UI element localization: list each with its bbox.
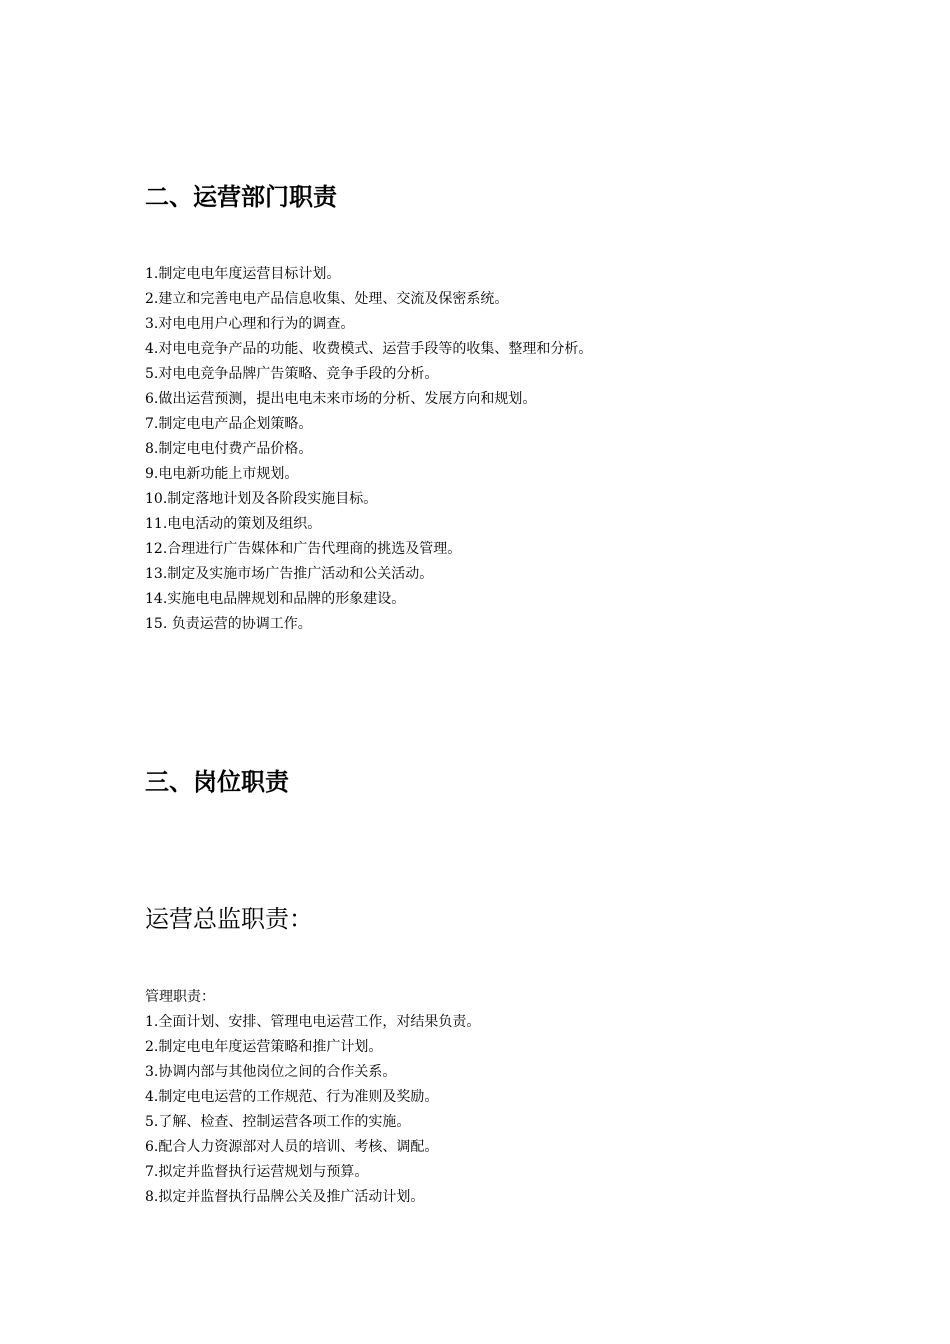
list-item: 14.实施电电品牌规划和品牌的形象建设。 [145, 591, 406, 607]
list-item: 5.对电电竞争品牌广告策略、竞争手段的分析。 [145, 366, 439, 382]
list-item: 4.制定电电运营的工作规范、行为准则及奖励。 [145, 1089, 439, 1105]
list-item: 7.制定电电产品企划策略。 [145, 416, 313, 432]
list-item: 15. 负责运营的协调工作。 [145, 616, 312, 632]
list-item: 1.制定电电年度运营目标计划。 [145, 266, 341, 282]
list-item: 4.对电电竞争产品的功能、收费模式、运营手段等的收集、整理和分析。 [145, 341, 593, 357]
list-item: 10.制定落地计划及各阶段实施目标。 [145, 491, 378, 507]
list-item: 6.配合人力资源部对人员的培训、考核、调配。 [145, 1139, 439, 1155]
section-2-heading: 二、运营部门职责 [145, 183, 337, 211]
list-item: 12.合理进行广告媒体和广告代理商的挑选及管理。 [145, 541, 462, 557]
director-list [145, 1010, 480, 1210]
list-item: 7.拟定并监督执行运营规划与预算。 [145, 1164, 369, 1180]
list-item: 9.电电新功能上市规划。 [145, 466, 299, 482]
list-item: 8.制定电电付费产品价格。 [145, 441, 313, 457]
list-item: 11.电电活动的策划及组织。 [145, 516, 322, 532]
list-item: 6.做出运营预测，提出电电未来市场的分析、发展方向和规划。 [145, 391, 537, 407]
list-item: 2.建立和完善电电产品信息收集、处理、交流及保密系统。 [145, 291, 509, 307]
list-item: 13.制定及实施市场广告推广活动和公关活动。 [145, 566, 434, 582]
director-heading: 运营总监职责： [145, 905, 313, 933]
section-2-list [145, 262, 592, 637]
list-item: 3.协调内部与其他岗位之间的合作关系。 [145, 1064, 397, 1080]
list-item: 8.拟定并监督执行品牌公关及推广活动计划。 [145, 1189, 425, 1205]
management-label: 管理职责： [145, 989, 215, 1005]
list-item: 2.制定电电年度运营策略和推广计划。 [145, 1039, 383, 1055]
list-item: 1.全面计划、安排、管理电电运营工作，对结果负责。 [145, 1014, 481, 1030]
list-item: 3.对电电用户心理和行为的调查。 [145, 316, 355, 332]
list-item: 5.了解、检查、控制运营各项工作的实施。 [145, 1114, 411, 1130]
section-3-heading: 三、岗位职责 [145, 768, 289, 796]
